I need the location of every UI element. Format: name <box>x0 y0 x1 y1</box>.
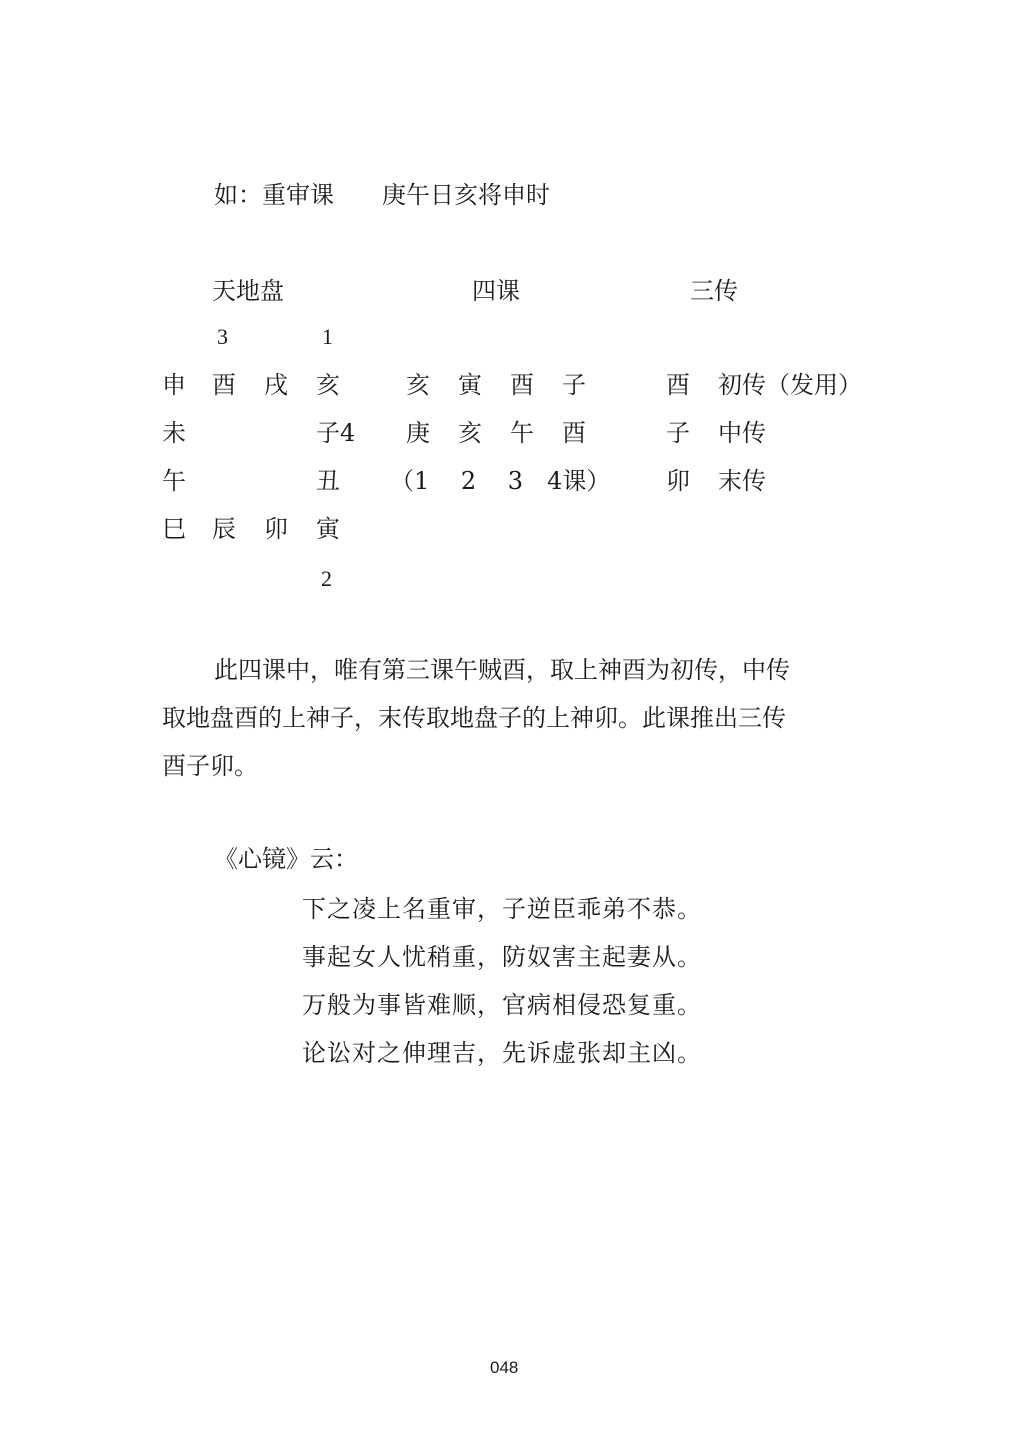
header-sanchuan: 三传 <box>690 277 738 305</box>
poem-line: 下之凌上名重审，子逆臣乖弟不恭。 <box>302 895 702 923</box>
plate-cell: 丑 <box>316 467 340 495</box>
plate-cell: 酉 <box>212 371 236 399</box>
plate-top-label: 1 <box>322 324 333 349</box>
plate-bottom-label: 2 <box>321 566 332 591</box>
explanation-line: 酉子卯。 <box>162 752 258 780</box>
header-tiandipan: 天地盘 <box>212 277 284 305</box>
transmission-label: 初传（发用） <box>718 371 862 399</box>
plate-cell: 未 <box>162 419 186 447</box>
plate-top-label: 3 <box>217 324 228 349</box>
poem-line: 事起女人忧稍重，防奴害主起妻从。 <box>302 943 702 971</box>
plate-cell: 子4 <box>316 419 356 447</box>
lesson-lower: 午 <box>510 419 534 447</box>
transmission-label: 末传 <box>718 467 766 495</box>
lesson-upper: 寅 <box>458 371 482 399</box>
transmission-label: 中传 <box>718 419 766 447</box>
transmission-branch: 子 <box>666 419 690 447</box>
transmission-branch: 酉 <box>666 371 690 399</box>
lesson-lower: 庚 <box>406 419 430 447</box>
lesson-lower: 亥 <box>458 419 482 447</box>
lesson-upper: 亥 <box>406 371 430 399</box>
explanation-line: 此四课中，唯有第三课午贼酉，取上神酉为初传，中传 <box>214 656 790 684</box>
page-number: 048 <box>490 1358 519 1377</box>
plate-cell: 戌 <box>264 371 288 399</box>
lesson-upper: 酉 <box>510 371 534 399</box>
plate-cell: 申 <box>162 371 186 399</box>
example-line: 如：重审课 庚午日亥将申时 <box>214 181 550 209</box>
header-sike: 四课 <box>472 277 520 305</box>
poem-line: 万般为事皆难顺，官病相侵恐复重。 <box>302 991 702 1019</box>
lesson-lower: 酉 <box>562 419 586 447</box>
lesson-numbering: （1 2 3 4课） <box>390 467 611 495</box>
lesson-upper: 子 <box>562 371 586 399</box>
transmission-branch: 卯 <box>666 467 690 495</box>
quote-intro: 《心镜》云： <box>214 845 358 873</box>
plate-cell: 午 <box>162 467 186 495</box>
plate-cell: 卯 <box>264 515 288 543</box>
plate-cell: 辰 <box>212 515 236 543</box>
explanation-line: 取地盘酉的上神子，末传取地盘子的上神卯。此课推出三传 <box>162 704 786 732</box>
plate-cell: 巳 <box>162 515 186 543</box>
poem-line: 论讼对之伸理吉，先诉虚张却主凶。 <box>302 1039 702 1067</box>
plate-cell: 寅 <box>316 515 340 543</box>
plate-cell: 亥 <box>316 371 340 399</box>
